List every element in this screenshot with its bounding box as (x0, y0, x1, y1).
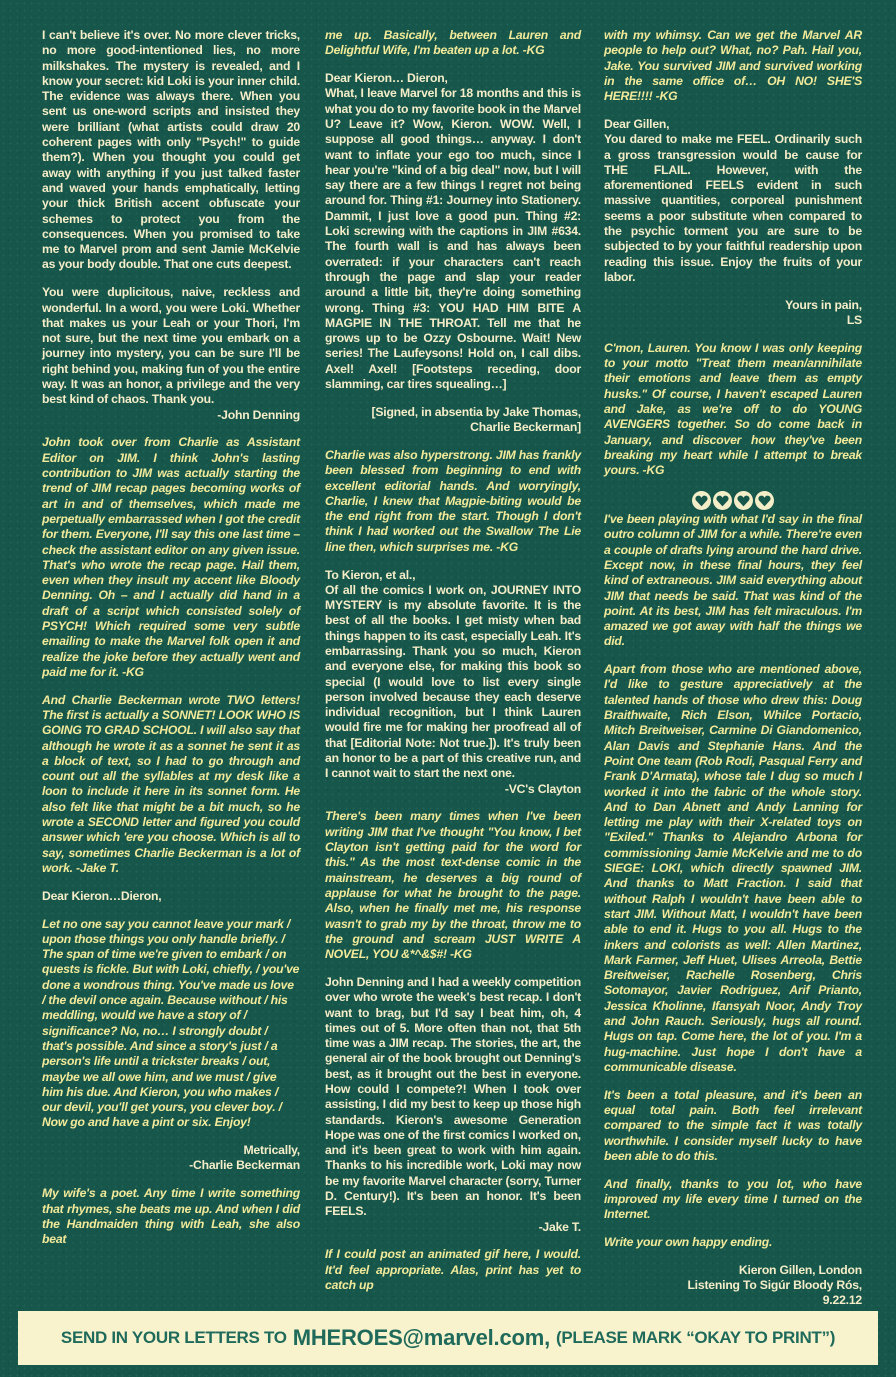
heart-icon (755, 491, 774, 510)
letter-salutation: Dear Kieron… Dieron, (325, 71, 448, 86)
letter-paragraph: I can't believe it's over. No more clever tricks, no more good-intentioned lies, no more milkshakes. The mystery is revealed, and I know your secret: kid Loki is your inner child. The evidence was always there. When you sent us one-word scripts and insisted they were brilliant (what artists could draw 20 coherent pages with only "Psych!" to guide them?). When you thought you could get away with anything if you just talked faster and waved your hands emphatically, letting your thick British accent obfuscate your schemes to protect you from the consequences. When you promised to take me to Marvel prom and sent Jamie McKelvie as your body double. That one cuts deepest. (42, 28, 300, 272)
editor-reply: My wife's a poet. Any time I write something that rhymes, she beats me up. And when I did the Handmaiden thing with Leah, she also beat (42, 1186, 300, 1247)
email-link[interactable]: MHEROES@marvel.com, (292, 1325, 550, 1350)
letter-signature: -Charlie Beckerman (189, 1158, 300, 1173)
column-2 (325, 28, 581, 1293)
letter-paragraph: What, I leave Marvel for 18 months and this is what you do to my favorite book in the Marvel U? Leave it? Wow, Kieron. WOW. Well, I suppose all good things… anyway. I don't want to inflate your ego too much, since I hear you're "kind of a big deal" now, but I will say there are a few things I regret not being around for. Thing #1: Journey into Stationery. Dammit, I just love a good pun. Thing #2: Loki screwing with the captions in JIM #634. The fourth wall is and has always been overrated: if your characters can't reach through the page and slap your reader around a little bit, they're doing something wrong. Thing #3: YOU HAD HIM BITE A MAGPIE IN THE THROAT. Tell me that he grows up to be Ozzy Osbourne. Wait! New series! The Laufeysons! Hold on, I call dibs. Axel! Axel! [Footsteps receding, door slamming, car tires squealing…] (325, 86, 581, 392)
editor-reply: with my whimsy. Can we get the Marvel AR people to help out? What, no? Pah. Hail you, Jake. You survived JIM and survived working in the same office of… OH NO! SHE'S HERE!!!! -KG (604, 28, 862, 104)
editor-reply: Charlie was also hyperstrong. JIM has frankly been blessed from beginning to end with excellent editorial hands. And worryingly, Charlie, I knew that Magpie-biting would be the end right from the start. Though I don't think I had worked out the Swallow The Lie line then, which surprises me. -KG (325, 447, 581, 554)
letter-signature: 9.22.12 (822, 1293, 862, 1308)
editor-reply: If I could post an animated gif here, I would. It'd feel appropriate. Alas, print has yet to catch up (325, 1247, 581, 1293)
letter-paragraph: Of all the comics I work on, JOURNEY INTO MYSTERY is my absolute favorite. It is the best of all the books. I get misty when bad things happen to its cast, especially Leah. It's embarrassing. Thank you so much, Kieron and everyone else, for making this book so special (I would love to list every single person involved because they each deserve individual recognition, but I think Lauren would fire me for making her proofread all of that [Editorial Note: Not true.]). It's truly been an honor to be a part of this creative run, and I cannot wait to start the next one. (325, 582, 581, 781)
letter-signature: -John Denning (217, 407, 300, 422)
editor-reply: It's been a total pleasure, and it's been an equal total pain. Both feel irrelevant compared to the simple fact it was totally worthwhile. I consider myself lucky to have been able to do this. (604, 1087, 862, 1163)
letter-salutation: Dear Kieron…Dieron, (42, 888, 162, 903)
letter-signature: Charlie Beckerman] (470, 420, 581, 435)
letter-signature: Metrically, (243, 1143, 300, 1158)
letter-signature: -Jake T. (538, 1219, 581, 1234)
sonnet: Let no one say you cannot leave your mark / upon those things you only handle briefly. / The span of time we're given to embark / on quests is fickle. But with Loki, chiefly, / you've done a wondrous thing. You've made us love / the devil once again. Because without / his meddling, would we have a story of / significance? No, no… I strongly doubt / that's possible. And since a story's just / a person's life until a trickster breaks / out, maybe we all owe him, and we must / give him his due. And Kieron, you who makes / our devil, you'll get yours, you clever boy. / Now go and have a pint or six. Enjoy! (42, 916, 300, 1130)
editor-reply: me up. Basically, between Lauren and Delightful Wife, I'm beaten up a lot. -KG (325, 28, 581, 58)
heart-icon (734, 491, 753, 510)
letter-signature: -VC's Clayton (504, 781, 581, 796)
hearts-divider (604, 491, 862, 510)
heart-icon (692, 491, 711, 510)
editor-reply: I've been playing with what I'd say in the final outro column of JIM for a while. There're even a couple of drafts lying around the hard drive. Except now, in these final hours, they feel kind of extraneous. JIM said everything about JIM that needs be said. That was kind of the point. At its best, JIM has felt miraculous. I'm amazed we got away with half the things we did. (604, 512, 862, 649)
editor-reply: There's been many times when I've been writing JIM that I've thought "You know, I bet Clayton isn't getting paid for the word for this." As the most text-dense comic in the mainstream, he deserves a big round of applause for what he brought to the page. Also, when he finally met me, his response wasn't to grab my by the throat, throw me to the ground and scream JUST WRITE A NOVEL, YOU &*^&$#! -KG (325, 809, 581, 962)
letter-signature: Listening To Sigúr Bloody Rós, (687, 1278, 862, 1293)
banner-text: SEND IN YOUR LETTERS TO (60, 1328, 287, 1347)
editor-reply: And Charlie Beckerman wrote TWO letters! The first is actually a SONNET! LOOK WHO IS GOING TO GRAD SCHOOL. I will also say that although he wrote it as a sonnet he sent it as a block of text, so I had to go through and count out all the syllables at my desk like a loon to include it here in its sonnet form. He also felt like that might be a bit much, so he wrote a SECOND letter and figured you could answer which 'ere you choose. Which is all to say, sometimes Charlie Beckerman is a lot of work. -Jake T. (42, 692, 300, 875)
letter-salutation: Dear Gillen, (604, 116, 670, 131)
letter-paragraph: You dared to make me FEEL. Ordinarily such a gross transgression would be cause for THE FLAIL. However, with the aforementioned FEELS evident in such massive quantities, corporeal punishment seems a poor substitute when compared to the psychic torment you are sure to be subjected to by your faithful readership upon reading this issue. Enjoy the fruits of your labor. (604, 132, 862, 284)
editor-reply: And finally, thanks to you lot, who have improved my life every time I turned on the Internet. (604, 1176, 862, 1222)
editor-reply: Write your own happy ending. (604, 1235, 773, 1250)
letters-banner (18, 1311, 878, 1365)
letter-paragraph: John Denning and I had a weekly competition over who wrote the week's best recap. I don't want to brag, but I'd say I beat him, oh, 4 times out of 5. More often than not, that 5th time was a JIM recap. The stories, the art, the general air of the book brought out Denning's best, as it brought out the best in everyone. How could I compete?! When I took over assisting, I did my best to keep up those high standards. Kieron's awesome Generation Hope was one of the first comics I worked on, and it's been great to work with him again. Thanks to his incredible work, Loki may now be my favorite Marvel character (sorry, Turner D. Century!). It's been an honor. It's been FEELS. (325, 974, 581, 1219)
banner-note: (PLEASE MARK “OKAY TO PRINT”) (556, 1328, 836, 1347)
column-1 (42, 28, 300, 1293)
letter-signature: Yours in pain, (785, 297, 862, 312)
letter-signature: Kieron Gillen, London (738, 1262, 862, 1277)
editor-reply: Apart from those who are mentioned above, I'd like to gesture appreciatively at the talented hands of those who drew this: Doug Braithwaite, Rich Elson, Whilce Portacio, Mitch Breitweiser, Carmine Di Giandomenico, Alan Davis and Stephanie Hans. And the Point One team (Rob Rodi, Pasqual Ferry and Frank D'Armata), whose tale I dug so much I worked it into the fabric of the whole story. And to Dan Abnett and Andy Lanning for letting me play with their X-related toys on "Exiled." Thanks to Alejandro Arbona for commissioning Jamie McKelvie and me to do SIEGE: LOKI, which directly spawned JIM. And thanks to Matt Fraction. I said that without Ralph I wouldn't have been able to start JIM. Without Matt, I wouldn't have been able to end it. Hugs to you all. Hugs to the inkers and colorists as well: Allen Martinez, Mark Farmer, Jeff Huet, Ulises Arreola, Bettie Breitweiser, Rachelle Rosenberg, Chris Sotomayor, Javier Rodriguez, Arif Prianto, Jessica Kholinne, Ifansyah Noor, Andy Troy and John Rauch. Seriously, hugs all round. Hugs on tap. Come here, the lot of you. I'm a hug-machine. Just hope I don't have a communicable disease. (604, 662, 862, 1074)
editor-reply: John took over from Charlie as Assistant Editor on JIM. I think John's lasting contribution to JIM was actually starting the trend of JIM recap pages becoming works of art in and of themselves, which made me perpetually embarrassed when I got the credit for them. Everyone, I'll say this one last time – check the assistant editor on any given issue. That's who wrote the recap page. Hail them, even when they insult my accent like Bloody Denning. Oh – and I actually did hand in a draft of a script which consisted solely of PSYCH! Which required some very subtle emailing to make the Marvel folk open it and realize the joke before they actually went and paid me for it. -KG (42, 435, 300, 679)
heart-icon (713, 491, 732, 510)
editor-reply: C'mon, Lauren. You know I was only keeping to your motto "Treat them mean/annihilate their emotions and leave them as empty husks." Of course, I haven't escaped Lauren and Jake, as we're off to do YOUNG AVENGERS together. So do come back in January, and discover how they've been breaking my heart while I attempt to break yours. -KG (604, 340, 862, 478)
letter-salutation: To Kieron, et al., (325, 567, 416, 582)
column-3 (604, 28, 862, 1308)
letter-signature: [Signed, in absentia by Jake Thomas, (371, 404, 581, 419)
letter-signature: LS (846, 313, 862, 328)
letter-paragraph: You were duplicitous, naive, reckless and wonderful. In a word, you were Loki. Whether that makes us your Leah or your Thori, I'm not sure, but the next time you embark on a journey into mystery, you can be sure I'll be right behind you, making fun of you the entire way. It was an honor, a privilege and the very best kind of chaos. Thank you. (42, 285, 300, 407)
